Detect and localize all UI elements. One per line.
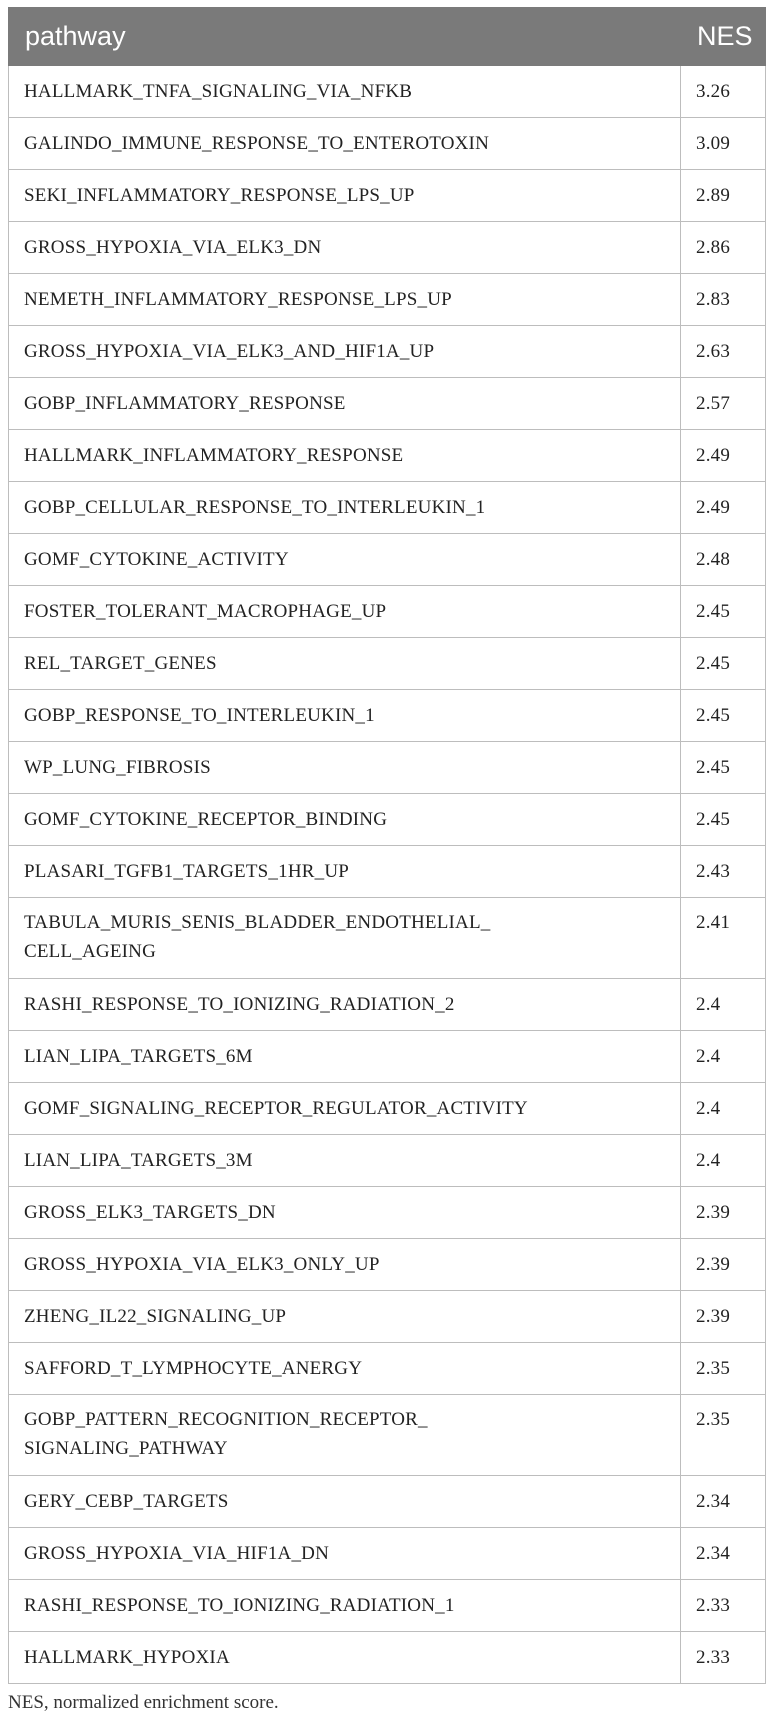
pathway-cell: HALLMARK_HYPOXIA bbox=[9, 1632, 681, 1684]
pathway-cell: ZHENG_IL22_SIGNALING_UP bbox=[9, 1291, 681, 1343]
pathway-cell: GERY_CEBP_TARGETS bbox=[9, 1476, 681, 1528]
nes-cell: 2.34 bbox=[681, 1476, 766, 1528]
table-row bbox=[9, 1291, 766, 1343]
nes-cell: 2.45 bbox=[681, 586, 766, 638]
table-row bbox=[9, 1343, 766, 1395]
pathway-cell: LIAN_LIPA_TARGETS_6M bbox=[9, 1031, 681, 1083]
table-body bbox=[9, 66, 766, 1684]
nes-cell: 2.4 bbox=[681, 1031, 766, 1083]
table-row bbox=[9, 326, 766, 378]
pathway-cell: SAFFORD_T_LYMPHOCYTE_ANERGY bbox=[9, 1343, 681, 1395]
pathway-nes-table bbox=[8, 7, 766, 1684]
nes-cell: 2.33 bbox=[681, 1632, 766, 1684]
pathway-cell: GALINDO_IMMUNE_RESPONSE_TO_ENTEROTOXIN bbox=[9, 118, 681, 170]
header-pathway: pathway bbox=[9, 8, 681, 66]
nes-cell: 2.39 bbox=[681, 1187, 766, 1239]
pathway-cell: GOMF_CYTOKINE_RECEPTOR_BINDING bbox=[9, 794, 681, 846]
table-row bbox=[9, 846, 766, 898]
table-row bbox=[9, 898, 766, 979]
table-row bbox=[9, 1395, 766, 1476]
table-row bbox=[9, 1187, 766, 1239]
table-row bbox=[9, 1580, 766, 1632]
nes-cell: 2.4 bbox=[681, 1135, 766, 1187]
pathway-cell: GOBP_RESPONSE_TO_INTERLEUKIN_1 bbox=[9, 690, 681, 742]
header-nes: NES bbox=[681, 8, 766, 66]
pathway-cell: HALLMARK_TNFA_SIGNALING_VIA_NFKB bbox=[9, 66, 681, 118]
nes-cell: 2.33 bbox=[681, 1580, 766, 1632]
pathway-cell: RASHI_RESPONSE_TO_IONIZING_RADIATION_1 bbox=[9, 1580, 681, 1632]
pathway-cell: PLASARI_TGFB1_TARGETS_1HR_UP bbox=[9, 846, 681, 898]
nes-cell: 2.35 bbox=[681, 1343, 766, 1395]
table-row bbox=[9, 1528, 766, 1580]
pathway-cell: GROSS_HYPOXIA_VIA_ELK3_AND_HIF1A_UP bbox=[9, 326, 681, 378]
pathway-cell: HALLMARK_INFLAMMATORY_RESPONSE bbox=[9, 430, 681, 482]
nes-cell: 2.83 bbox=[681, 274, 766, 326]
header-row bbox=[9, 8, 766, 66]
pathway-cell: RASHI_RESPONSE_TO_IONIZING_RADIATION_2 bbox=[9, 979, 681, 1031]
nes-cell: 2.45 bbox=[681, 742, 766, 794]
table-header bbox=[9, 8, 766, 66]
pathway-cell: GOBP_PATTERN_RECOGNITION_RECEPTOR_ SIGNALING_PATHWAY bbox=[9, 1395, 681, 1476]
table-row bbox=[9, 690, 766, 742]
nes-cell: 3.09 bbox=[681, 118, 766, 170]
table-row bbox=[9, 118, 766, 170]
pathway-table-container bbox=[8, 7, 765, 1684]
table-row bbox=[9, 794, 766, 846]
table-row bbox=[9, 1083, 766, 1135]
pathway-cell: WP_LUNG_FIBROSIS bbox=[9, 742, 681, 794]
nes-cell: 2.4 bbox=[681, 979, 766, 1031]
nes-cell: 2.89 bbox=[681, 170, 766, 222]
table-row bbox=[9, 1135, 766, 1187]
pathway-cell: GOMF_CYTOKINE_ACTIVITY bbox=[9, 534, 681, 586]
pathway-cell: SEKI_INFLAMMATORY_RESPONSE_LPS_UP bbox=[9, 170, 681, 222]
nes-cell: 2.43 bbox=[681, 846, 766, 898]
table-row bbox=[9, 274, 766, 326]
table-row bbox=[9, 1239, 766, 1291]
pathway-cell: FOSTER_TOLERANT_MACROPHAGE_UP bbox=[9, 586, 681, 638]
pathway-cell: GOBP_INFLAMMATORY_RESPONSE bbox=[9, 378, 681, 430]
nes-cell: 2.48 bbox=[681, 534, 766, 586]
nes-cell: 2.34 bbox=[681, 1528, 766, 1580]
pathway-cell: GROSS_HYPOXIA_VIA_ELK3_DN bbox=[9, 222, 681, 274]
table-row bbox=[9, 222, 766, 274]
nes-cell: 2.45 bbox=[681, 794, 766, 846]
table-row bbox=[9, 1031, 766, 1083]
nes-cell: 2.4 bbox=[681, 1083, 766, 1135]
pathway-cell: NEMETH_INFLAMMATORY_RESPONSE_LPS_UP bbox=[9, 274, 681, 326]
pathway-cell: GROSS_HYPOXIA_VIA_HIF1A_DN bbox=[9, 1528, 681, 1580]
table-row bbox=[9, 170, 766, 222]
nes-cell: 2.39 bbox=[681, 1291, 766, 1343]
pathway-cell: TABULA_MURIS_SENIS_BLADDER_ENDOTHELIAL_ CELL_AGEING bbox=[9, 898, 681, 979]
pathway-cell: GROSS_HYPOXIA_VIA_ELK3_ONLY_UP bbox=[9, 1239, 681, 1291]
pathway-cell: LIAN_LIPA_TARGETS_3M bbox=[9, 1135, 681, 1187]
table-row bbox=[9, 586, 766, 638]
pathway-cell: GROSS_ELK3_TARGETS_DN bbox=[9, 1187, 681, 1239]
table-row bbox=[9, 66, 766, 118]
nes-cell: 3.26 bbox=[681, 66, 766, 118]
table-row bbox=[9, 534, 766, 586]
pathway-cell: GOMF_SIGNALING_RECEPTOR_REGULATOR_ACTIVITY bbox=[9, 1083, 681, 1135]
table-row bbox=[9, 430, 766, 482]
table-row bbox=[9, 742, 766, 794]
pathway-cell: GOBP_CELLULAR_RESPONSE_TO_INTERLEUKIN_1 bbox=[9, 482, 681, 534]
nes-cell: 2.45 bbox=[681, 638, 766, 690]
pathway-cell: REL_TARGET_GENES bbox=[9, 638, 681, 690]
nes-cell: 2.35 bbox=[681, 1395, 766, 1476]
table-row bbox=[9, 1476, 766, 1528]
nes-cell: 2.57 bbox=[681, 378, 766, 430]
nes-cell: 2.86 bbox=[681, 222, 766, 274]
nes-cell: 2.41 bbox=[681, 898, 766, 979]
table-row bbox=[9, 378, 766, 430]
table-row bbox=[9, 638, 766, 690]
nes-cell: 2.63 bbox=[681, 326, 766, 378]
table-footnote: NES, normalized enrichment score. bbox=[8, 1692, 279, 1713]
nes-cell: 2.45 bbox=[681, 690, 766, 742]
table-row bbox=[9, 1632, 766, 1684]
table-row bbox=[9, 979, 766, 1031]
nes-cell: 2.49 bbox=[681, 482, 766, 534]
nes-cell: 2.49 bbox=[681, 430, 766, 482]
table-row bbox=[9, 482, 766, 534]
nes-cell: 2.39 bbox=[681, 1239, 766, 1291]
